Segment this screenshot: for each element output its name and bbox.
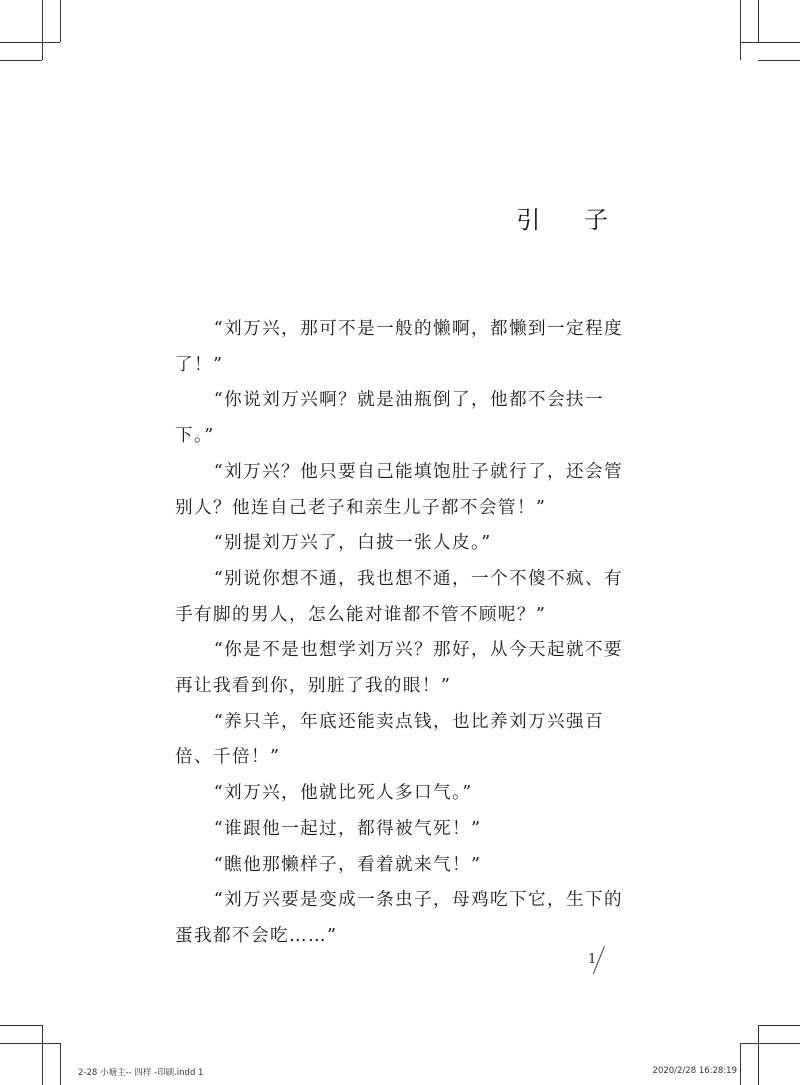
footer-timestamp: 2020/2/28 16:28:19 — [652, 1066, 737, 1076]
crop-mark-bottom-left-horizontal — [0, 1025, 42, 1026]
crop-mark-bottom-right-inner-vertical — [740, 1043, 741, 1085]
crop-mark-bottom-right-horizontal — [758, 1025, 800, 1026]
chapter-title: 引 子 — [516, 206, 626, 234]
page-number: 1 — [588, 952, 597, 967]
paragraph: “你是不是也想学刘万兴？那好，从今天起就不要再让我看到你，别脏了我的眼！” — [175, 640, 623, 697]
paragraph: “刘万兴，他就比死人多口气。” — [213, 783, 473, 804]
body-text — [175, 312, 627, 955]
paragraph: “刘万兴，那可不是一般的懒啊，都懒到一定程度了！” — [175, 319, 623, 375]
crop-mark-top-right-inner-vertical — [758, 0, 759, 42]
crop-mark-top-right-vertical — [740, 0, 741, 60]
paragraph: “谁跟他一起过，都得被气死！” — [213, 818, 482, 839]
crop-mark-bottom-right-inner-horizontal — [740, 1043, 800, 1044]
paragraph: “刘万兴要是变成一条虫子，母鸡吃下它，生下的蛋我都不会吃……” — [175, 890, 623, 946]
crop-mark-bottom-left-inner-vertical — [60, 1043, 61, 1085]
crop-mark-top-right-inner-horizontal — [758, 60, 800, 61]
paragraph: “瞧他那懒样子，看着就来气！” — [213, 854, 482, 875]
paragraph: “你说刘万兴啊？就是油瓶倒了，他都不会扶一下。” — [175, 390, 604, 447]
paragraph: “别提刘万兴了，白披一张人皮。” — [213, 533, 492, 554]
footer-file-name: 2-28 小塘主-- 四样 -印刷.indd 1 — [78, 1068, 204, 1078]
crop-mark-bottom-left-vertical — [42, 1025, 43, 1085]
crop-mark-top-left-inner-horizontal — [0, 60, 42, 61]
crop-mark-top-right-horizontal — [740, 42, 800, 43]
crop-mark-top-left-horizontal — [0, 42, 60, 43]
paragraph: “刘万兴？他只要自己能填饱肚子就行了，还会管别人？他连自己老子和亲生儿子都不会管！” — [175, 461, 623, 518]
crop-mark-bottom-right-vertical — [758, 1025, 759, 1085]
crop-mark-top-left-inner-vertical — [60, 0, 61, 42]
paragraph: “养只羊，年底还能卖点钱，也比养刘万兴强百倍、千倍！” — [175, 711, 604, 768]
paragraph: “别说你想不通，我也想不通，一个不傻不疯、有手有脚的男人，怎么能对谁都不管不顾呢？” — [175, 568, 623, 625]
crop-mark-bottom-left-inner-horizontal — [0, 1043, 60, 1044]
crop-mark-top-left-vertical — [42, 0, 43, 60]
